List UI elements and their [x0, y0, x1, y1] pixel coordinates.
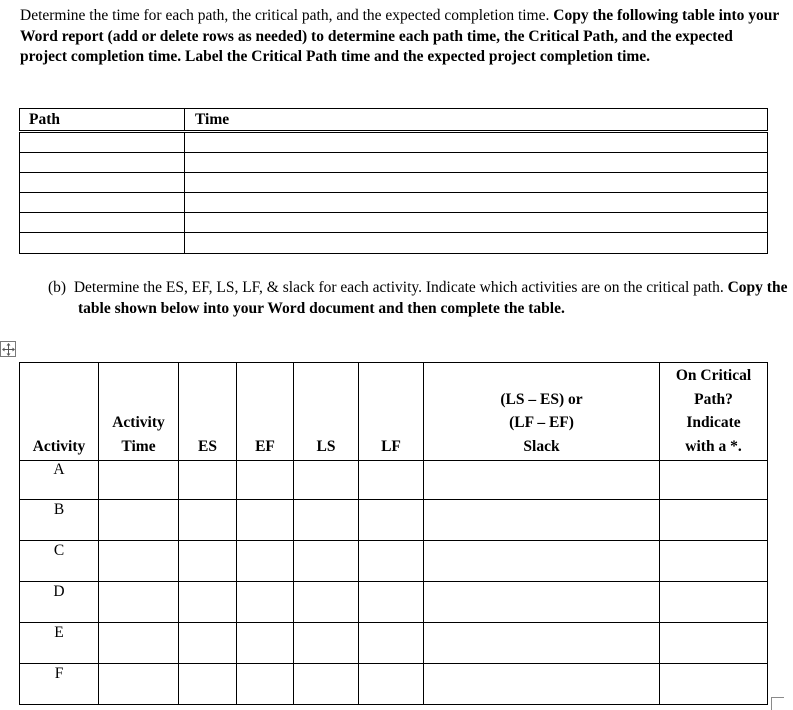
es-cell[interactable]: [179, 582, 237, 623]
ef-cell[interactable]: [237, 664, 294, 705]
activity-cell[interactable]: F: [20, 664, 99, 705]
ls-cell[interactable]: [294, 541, 359, 582]
critical-path-cell[interactable]: [660, 623, 768, 664]
lf-column-header[interactable]: LF: [359, 363, 424, 461]
activity-time-cell[interactable]: [99, 461, 179, 500]
table-row: [20, 500, 768, 541]
time-cell[interactable]: [185, 132, 768, 153]
path-cell[interactable]: [20, 173, 185, 193]
es-cell[interactable]: [179, 461, 237, 500]
ef-column-header[interactable]: EF: [237, 363, 294, 461]
es-cell[interactable]: [179, 541, 237, 582]
table-row: [20, 541, 768, 582]
time-cell[interactable]: [185, 153, 768, 173]
critical-path-cell[interactable]: [660, 582, 768, 623]
activity-time-cell[interactable]: [99, 623, 179, 664]
table-row: [20, 153, 768, 173]
part-b-paragraph: [48, 278, 793, 319]
activity-time-column-header[interactable]: Activity Time: [99, 363, 179, 461]
activity-cell[interactable]: D: [20, 582, 99, 623]
part-b-text: Determine the ES, EF, LS, LF, & slack for each activity. Indicate which activities are on the critical path.: [73, 279, 728, 296]
path-time-table: [19, 108, 768, 254]
table-row: [20, 582, 768, 623]
lf-cell[interactable]: [359, 461, 424, 500]
table-row: [20, 193, 768, 213]
ef-cell[interactable]: [237, 541, 294, 582]
instructions-bold-text: Copy the following table into your Word report (add or delete rows as needed) to determine each path time, the Critical Path, and the expected project completion time. Label the Critical Path time and the expected project completion time.: [20, 7, 780, 65]
activity-cell[interactable]: A: [20, 461, 99, 500]
path-cell[interactable]: [20, 153, 185, 173]
path-table-header-row: [20, 109, 768, 132]
ls-cell[interactable]: [294, 664, 359, 705]
lf-cell[interactable]: [359, 623, 424, 664]
slack-cell[interactable]: [424, 541, 660, 582]
path-cell[interactable]: [20, 233, 185, 254]
lf-cell[interactable]: [359, 541, 424, 582]
lf-cell[interactable]: [359, 582, 424, 623]
slack-column-header[interactable]: (LS – ES) or (LF – EF) Slack: [424, 363, 660, 461]
ls-cell[interactable]: [294, 500, 359, 541]
activity-schedule-table: [19, 362, 768, 705]
path-cell[interactable]: [20, 132, 185, 153]
es-cell[interactable]: [179, 664, 237, 705]
ls-column-header[interactable]: LS: [294, 363, 359, 461]
table-row: [20, 173, 768, 193]
lf-cell[interactable]: [359, 500, 424, 541]
es-column-header[interactable]: ES: [179, 363, 237, 461]
lf-cell[interactable]: [359, 664, 424, 705]
activity-cell[interactable]: E: [20, 623, 99, 664]
activity-column-header[interactable]: Activity: [20, 363, 99, 461]
critical-path-cell[interactable]: [660, 541, 768, 582]
time-cell[interactable]: [185, 213, 768, 233]
ls-cell[interactable]: [294, 623, 359, 664]
ls-cell[interactable]: [294, 582, 359, 623]
part-b-label: (b): [48, 279, 67, 296]
activity-table-header-row: [20, 363, 768, 461]
ef-cell[interactable]: [237, 623, 294, 664]
slack-cell[interactable]: [424, 500, 660, 541]
es-cell[interactable]: [179, 623, 237, 664]
time-cell[interactable]: [185, 193, 768, 213]
table-row: [20, 664, 768, 705]
table-row: [20, 132, 768, 153]
ef-cell[interactable]: [237, 500, 294, 541]
slack-cell[interactable]: [424, 461, 660, 500]
activity-time-cell[interactable]: [99, 500, 179, 541]
instructions-text: Determine the time for each path, the critical path, and the expected completion time.: [20, 7, 554, 24]
table-move-handle-icon[interactable]: [0, 341, 16, 357]
time-cell[interactable]: [185, 233, 768, 254]
critical-path-cell[interactable]: [660, 461, 768, 500]
table-row: [20, 623, 768, 664]
activity-cell[interactable]: B: [20, 500, 99, 541]
table-row: [20, 213, 768, 233]
path-cell[interactable]: [20, 193, 185, 213]
page-corner-marker: [771, 697, 784, 710]
table-row: [20, 233, 768, 254]
slack-cell[interactable]: [424, 623, 660, 664]
critical-path-cell[interactable]: [660, 500, 768, 541]
es-cell[interactable]: [179, 500, 237, 541]
activity-time-cell[interactable]: [99, 664, 179, 705]
activity-time-cell[interactable]: [99, 541, 179, 582]
slack-cell[interactable]: [424, 582, 660, 623]
ef-cell[interactable]: [237, 582, 294, 623]
critical-path-cell[interactable]: [660, 664, 768, 705]
ls-cell[interactable]: [294, 461, 359, 500]
critical-path-column-header[interactable]: On Critical Path? Indicate with a *.: [660, 363, 768, 461]
path-cell[interactable]: [20, 213, 185, 233]
slack-cell[interactable]: [424, 664, 660, 705]
table-row: [20, 461, 768, 500]
part-b-bold-text: Copy the table shown below into your Word document and then complete the table.: [78, 279, 788, 317]
time-cell[interactable]: [185, 173, 768, 193]
activity-cell[interactable]: C: [20, 541, 99, 582]
time-column-header[interactable]: Time: [185, 109, 768, 132]
instructions-paragraph: [20, 6, 780, 68]
ef-cell[interactable]: [237, 461, 294, 500]
activity-time-cell[interactable]: [99, 582, 179, 623]
path-column-header[interactable]: Path: [20, 109, 185, 132]
